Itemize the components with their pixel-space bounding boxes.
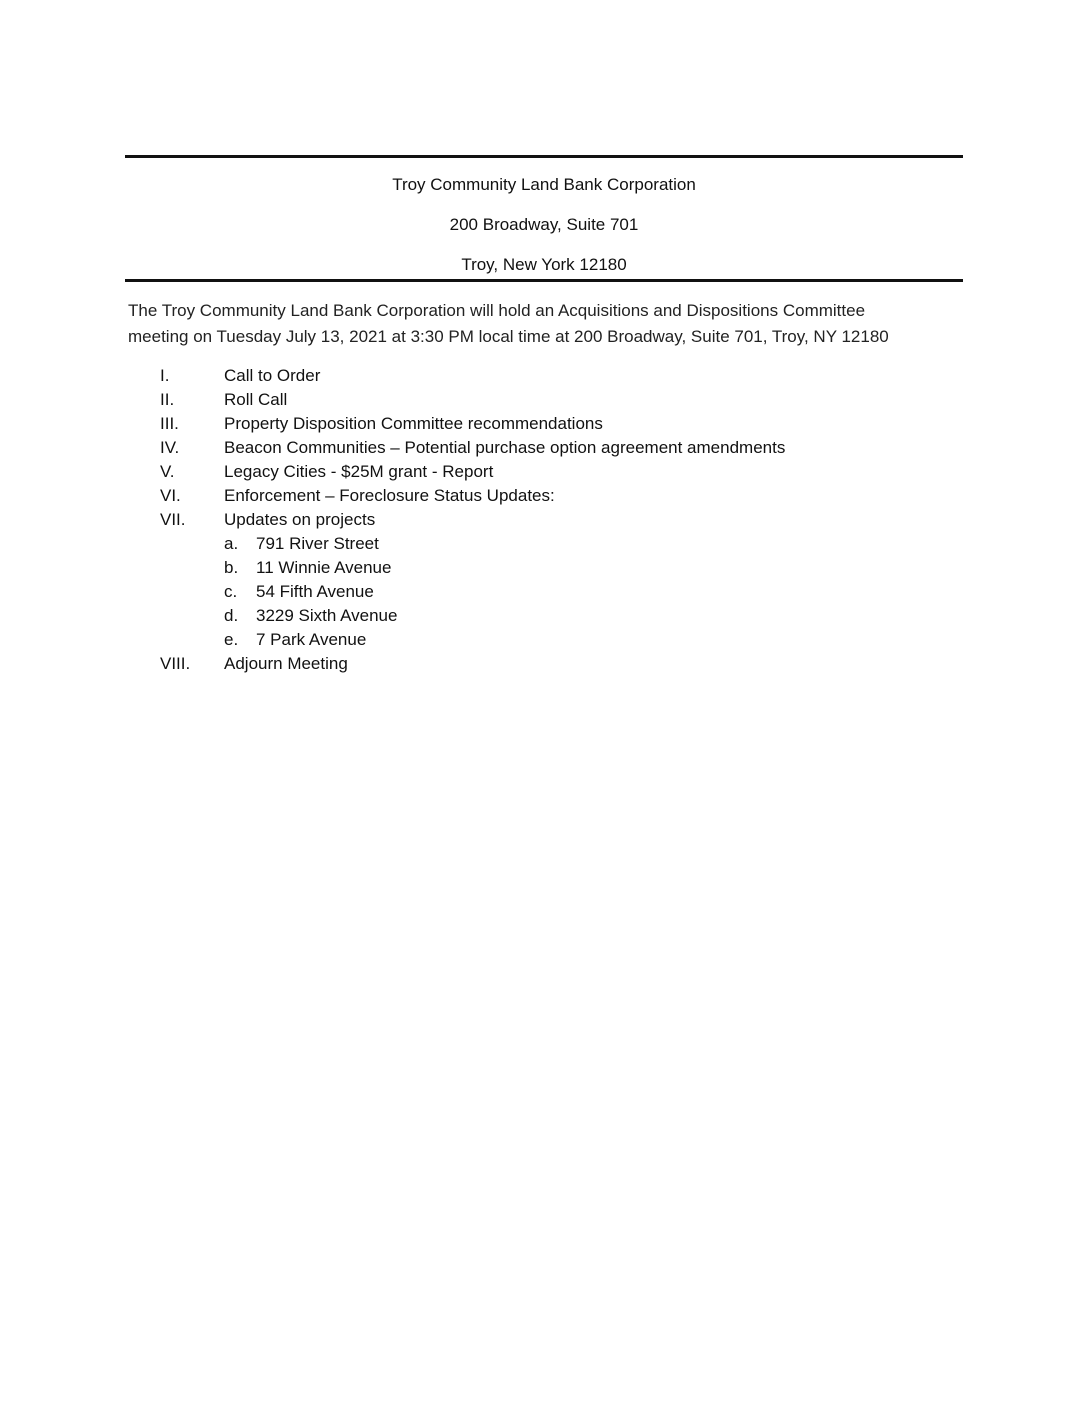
meeting-notice-line-1: The Troy Community Land Bank Corporation will hold an Acquisitions and Dispositions Committee <box>128 301 866 320</box>
agenda-item-enforcement <box>0 484 1088 508</box>
project-letter: e. <box>224 630 239 649</box>
agenda-item-disposition-recommendations <box>0 412 1088 436</box>
project-label: 11 Winnie Avenue <box>256 558 392 577</box>
agenda-number: VII. <box>160 510 186 529</box>
agenda-item-call-to-order <box>0 364 1088 388</box>
agenda-label: Roll Call <box>224 390 288 409</box>
agenda-label: Enforcement – Foreclosure Status Updates: <box>224 486 555 505</box>
agenda-label: Updates on projects <box>224 510 376 529</box>
project-item <box>0 628 1088 652</box>
project-label: 54 Fifth Avenue <box>256 582 374 601</box>
meeting-notice <box>128 298 948 350</box>
agenda-item-legacy-cities <box>0 460 1088 484</box>
agenda-item-adjourn <box>0 652 1088 676</box>
meeting-notice-line-2: meeting on Tuesday July 13, 2021 at 3:30 PM local time at 200 Broadway, Suite 701, Troy, NY 12180 <box>128 327 889 346</box>
agenda-number: IV. <box>160 438 180 457</box>
address-line-1: 200 Broadway, Suite 701 <box>449 215 639 234</box>
project-item <box>0 532 1088 556</box>
organization-name: Troy Community Land Bank Corporation <box>392 175 696 194</box>
agenda-label: Legacy Cities - $25M grant - Report <box>224 462 494 481</box>
agenda-label: Property Disposition Committee recommendations <box>224 414 603 433</box>
bottom-rule <box>125 279 963 282</box>
agenda-item-beacon-communities <box>0 436 1088 460</box>
address-line-2: Troy, New York 12180 <box>461 255 627 274</box>
project-item <box>0 604 1088 628</box>
agenda-number: III. <box>160 414 179 433</box>
agenda-number: I. <box>160 366 170 385</box>
agenda-item-project-updates <box>0 508 1088 532</box>
agenda-number: VIII. <box>160 654 191 673</box>
project-item <box>0 556 1088 580</box>
agenda-label: Beacon Communities – Potential purchase option agreement amendments <box>224 438 786 457</box>
top-rule <box>125 155 963 158</box>
agenda-item-roll-call <box>0 388 1088 412</box>
project-letter: c. <box>224 582 238 601</box>
project-label: 3229 Sixth Avenue <box>256 606 398 625</box>
project-letter: d. <box>224 606 239 625</box>
agenda-label: Call to Order <box>224 366 321 385</box>
agenda-number: V. <box>160 462 175 481</box>
project-label: 791 River Street <box>256 534 379 553</box>
project-letter: b. <box>224 558 239 577</box>
agenda-list <box>0 364 1088 676</box>
project-letter: a. <box>224 534 239 553</box>
agenda-label: Adjourn Meeting <box>224 654 348 673</box>
agenda-number: II. <box>160 390 175 409</box>
agenda-number: VI. <box>160 486 181 505</box>
project-label: 7 Park Avenue <box>256 630 367 649</box>
project-item <box>0 580 1088 604</box>
